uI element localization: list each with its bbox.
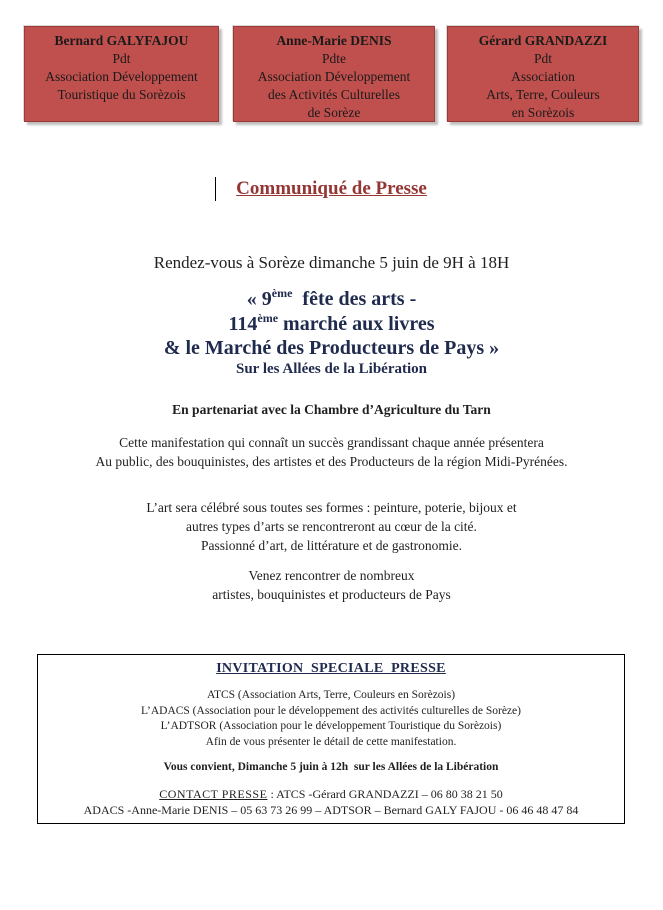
- paragraph-line: Passionné d’art, de littérature et de gastronomie.: [201, 538, 462, 553]
- invitation-line: Afin de vous présenter le détail de cette manifestation.: [205, 735, 457, 748]
- headline-text: fête des arts -: [292, 288, 417, 310]
- paragraph-line: L’art sera célébré sous toutes ses formes : peinture, poterie, bijoux et: [146, 500, 517, 515]
- box-org-line: Association Développement: [45, 69, 198, 84]
- headline-line-2: [0, 311, 663, 336]
- header-box-grandazzi: [447, 26, 639, 122]
- invitation-line: L’ADACS (Association pour le développement des activités culturelles de Sorèze): [141, 704, 521, 717]
- box-org-line: Association Développement: [257, 69, 411, 84]
- paragraph-line: autres types d’arts se rencontreront au cœur de la cité.: [186, 519, 477, 534]
- header-box-denis: [233, 26, 435, 122]
- box-org-line: Arts, Terre, Couleurs: [486, 87, 600, 102]
- headline-text: « 9: [246, 288, 272, 310]
- invitation-lines: [38, 688, 624, 750]
- invitation-title: INVITATION SPECIALE PRESSE: [216, 661, 446, 676]
- header-box-galyfajou: [24, 26, 219, 122]
- box-name: Gérard GRANDAZZI: [478, 33, 608, 48]
- location-line: Sur les Allées de la Libération: [236, 361, 427, 377]
- paragraph-line: artistes, bouquinistes et producteurs de Pays: [212, 587, 451, 602]
- invitation-convie: Vous convient, Dimanche 5 juin à 12h sur les Allées de la Libération: [163, 761, 499, 773]
- invitation-line: ATCS (Association Arts, Terre, Couleurs en Sorèzois): [206, 689, 456, 701]
- headline-line-3: & le Marché des Producteurs de Pays »: [163, 337, 500, 359]
- press-invitation-box: [37, 654, 625, 824]
- box-org-line: Touristique du Sorèzois: [57, 87, 186, 102]
- contact-line: ADACS -Anne-Marie DENIS – 05 63 73 26 99 – ADTSOR – Bernard GALY FAJOU - 06 46 48 47 84: [83, 803, 579, 817]
- paragraph-art: [0, 498, 663, 555]
- headline-line-1: [0, 286, 663, 311]
- contact-line: : ATCS -Gérard GRANDAZZI – 06 80 38 21 50: [267, 787, 503, 801]
- paragraph-presentation: [0, 433, 663, 471]
- headline-sup: ème: [271, 286, 293, 300]
- box-role: Pdt: [112, 51, 131, 66]
- page-title: Communiqué de Presse: [236, 178, 427, 199]
- box-name: Bernard GALYFAJOU: [54, 33, 189, 48]
- box-org-line: des Activités Culturelles: [268, 87, 400, 102]
- box-org-line: de Sorèze: [307, 105, 361, 120]
- box-org-line: Association: [511, 69, 575, 84]
- partner-line: En partenariat avec la Chambre d’Agriculture du Tarn: [172, 402, 491, 417]
- press-contact: [38, 786, 624, 818]
- contact-label: CONTACT PRESSE: [159, 787, 268, 801]
- headline-text: 114: [228, 313, 258, 335]
- paragraph-line: Venez rencontrer de nombreux: [248, 568, 415, 583]
- box-org-line: en Sorèzois: [511, 105, 575, 120]
- paragraph-invite: [0, 566, 663, 604]
- headline-text: marché aux livres: [278, 313, 435, 335]
- headline-sup: ème: [257, 311, 279, 325]
- box-role: Pdte: [321, 51, 346, 66]
- paragraph-line: Au public, des bouquinistes, des artistes et des Producteurs de la région Midi-Pyrénées.: [95, 454, 568, 469]
- rendezvous-line: Rendez-vous à Sorèze dimanche 5 juin de 9H à 18H: [153, 253, 510, 272]
- invitation-line: L’ADTSOR (Association pour le développement Touristique du Sorèzois): [160, 720, 502, 732]
- box-name: Anne-Marie DENIS: [276, 33, 392, 48]
- paragraph-line: Cette manifestation qui connaît un succès grandissant chaque année présentera: [119, 435, 544, 450]
- box-role: Pdt: [533, 51, 552, 66]
